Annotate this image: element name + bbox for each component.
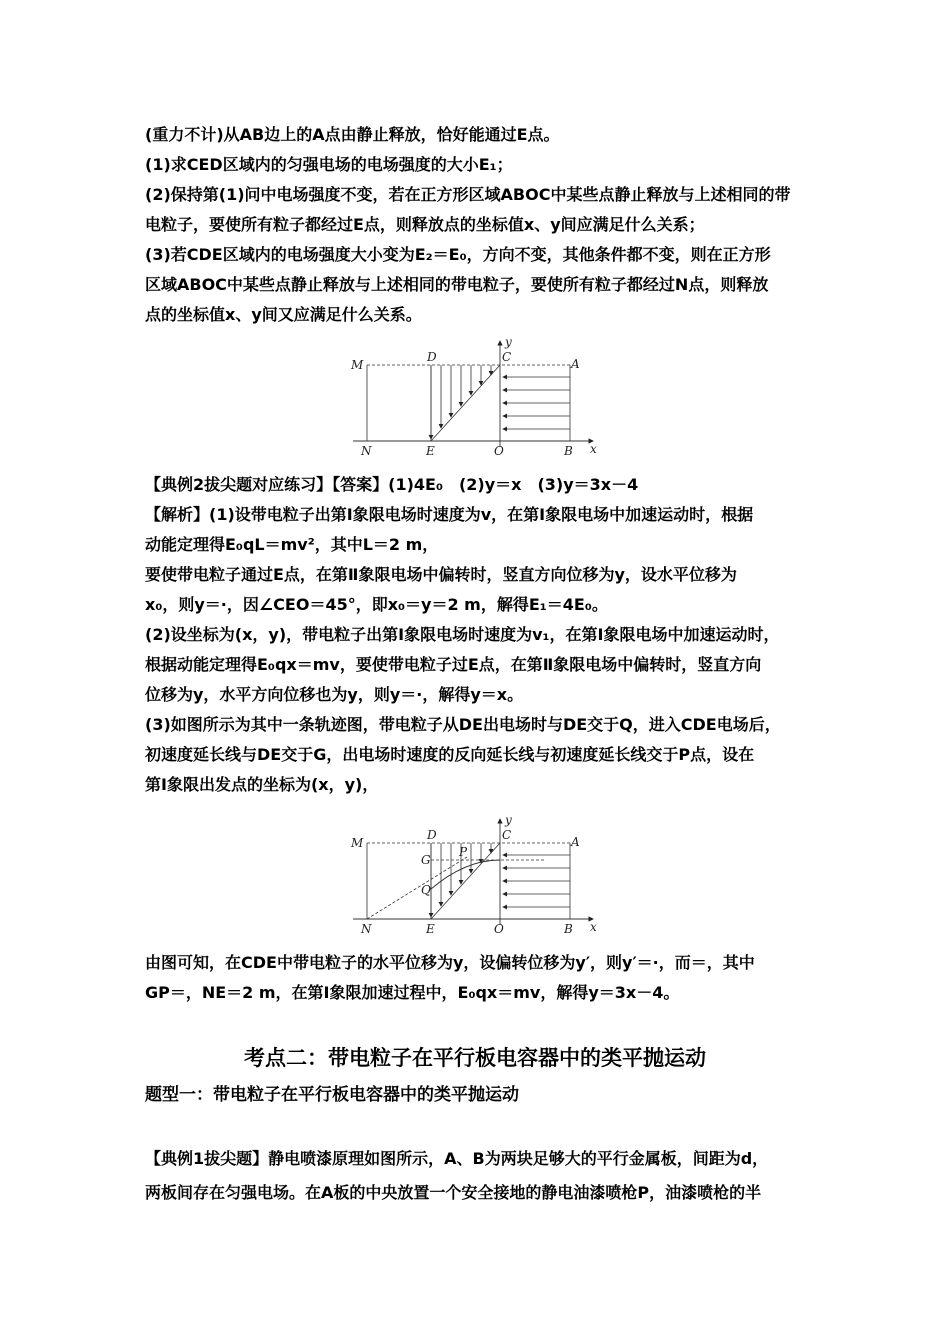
text-line: 【解析】(1)设带电粒子出第Ⅰ象限电场时速度为v，在第Ⅰ象限电场中加速运动时，根据 (145, 505, 754, 524)
label-O: O (494, 444, 504, 458)
problem-text (145, 120, 825, 330)
label-N: N (361, 922, 372, 936)
example-text (145, 1142, 825, 1210)
label-P: P (459, 845, 468, 859)
text-line: 电粒子，要使所有粒子都经过E点，则释放点的坐标值x、y间应满足什么关系； (145, 215, 705, 234)
text-line: (2)设坐标为(x，y)，带电粒子出第Ⅰ象限电场时速度为v₁，在第Ⅰ象限电场中加速运动时， (145, 625, 780, 644)
label-N: N (361, 444, 372, 458)
text-line: 根据动能定理得E₀qx＝mv，要使带电粒子过E点，在第Ⅱ象限电场中偏转时，竖直方向 (145, 655, 762, 674)
subheading: 题型一：带电粒子在平行板电容器中的类平抛运动 (145, 1085, 519, 1105)
section-heading: 考点二：带电粒子在平行板电容器中的类平抛运动 (244, 1046, 706, 1070)
text-line: 区域ABOC中某些点静止释放与上述相同的带电粒子，要使所有粒子都经过N点，则释放 (145, 275, 769, 294)
label-M: M (351, 836, 364, 850)
label-x: x (590, 442, 597, 456)
solution-text (145, 470, 825, 800)
label-G: G (421, 853, 431, 867)
text-line: 两板间存在匀强电场。在A板的中央放置一个安全接地的静电油漆喷枪P，油漆喷枪的半 (145, 1183, 762, 1202)
text-line: (1)求CED区域内的匀强电场的电场强度的大小E₁； (145, 155, 513, 174)
label-Q: Q (421, 883, 431, 897)
text-line: 位移为y，水平方向位移也为y，则y＝·，解得y＝x。 (145, 685, 524, 704)
label-y: y (505, 813, 512, 827)
label-E: E (426, 444, 435, 458)
text-line: 动能定理得E₀qL＝mv²，其中L＝2 m， (145, 535, 439, 554)
text-line: (2)保持第(1)问中电场强度不变，若在正方形区域ABOC中某些点静止释放与上述相同的带 (145, 185, 791, 204)
text-line: x₀，则y＝·，因∠CEO＝45°，即x₀＝y＝2 m，解得E₁＝4E₀。 (145, 595, 608, 614)
label-A: A (571, 357, 580, 371)
text-line: GP＝，NE＝2 m，在第Ⅰ象限加速过程中，E₀qx＝mv，解得y＝3x－4。 (145, 983, 680, 1002)
text-line: 点的坐标值x、y间又应满足什么关系。 (145, 305, 422, 324)
label-y: y (505, 335, 512, 349)
text-line: 初速度延长线与DE交于G，出电场时速度的反向延长线与初速度延长线交于P点，设在 (145, 745, 755, 764)
text-line: 【典例1拔尖题】静电喷漆原理如图所示，A、B为两块足够大的平行金属板，间距为d， (145, 1149, 769, 1168)
label-C: C (502, 828, 512, 842)
field-diagram-2 (345, 813, 615, 938)
text-line: (3)若CDE区域内的电场强度大小变为E₂＝E₀，方向不变，其他条件都不变，则在正方形 (145, 245, 771, 264)
label-B: B (564, 444, 573, 458)
text-line: 要使带电粒子通过E点，在第Ⅱ象限电场中偏转时，竖直方向位移为y，设水平位移为 (145, 565, 737, 584)
label-D: D (427, 350, 437, 364)
text-line: (3)如图所示为其中一条轨迹图，带电粒子从DE出电场时与DE交于Q，进入CDE电场后， (145, 715, 781, 734)
field-diagram-1 (345, 335, 615, 460)
label-B: B (564, 922, 573, 936)
label-M: M (351, 358, 364, 372)
label-E: E (426, 922, 435, 936)
label-D: D (427, 828, 437, 842)
text-line: 由图可知，在CDE中带电粒子的水平位移为y，设偏转位移为y′，则y′＝·，而＝，其中 (145, 953, 755, 972)
label-C: C (502, 350, 512, 364)
label-A: A (571, 835, 580, 849)
text-line: 第Ⅰ象限出发点的坐标为(x，y)， (145, 775, 379, 794)
label-x: x (590, 920, 597, 934)
label-O: O (494, 922, 504, 936)
text-line: 【典例2拔尖题对应练习】【答案】(1)4E₀ (2)y＝x (3)y＝3x－4 (145, 475, 639, 494)
conclusion-text (145, 948, 825, 1008)
text-line: (重力不计)从AB边上的A点由静止释放，恰好能通过E点。 (145, 125, 560, 144)
